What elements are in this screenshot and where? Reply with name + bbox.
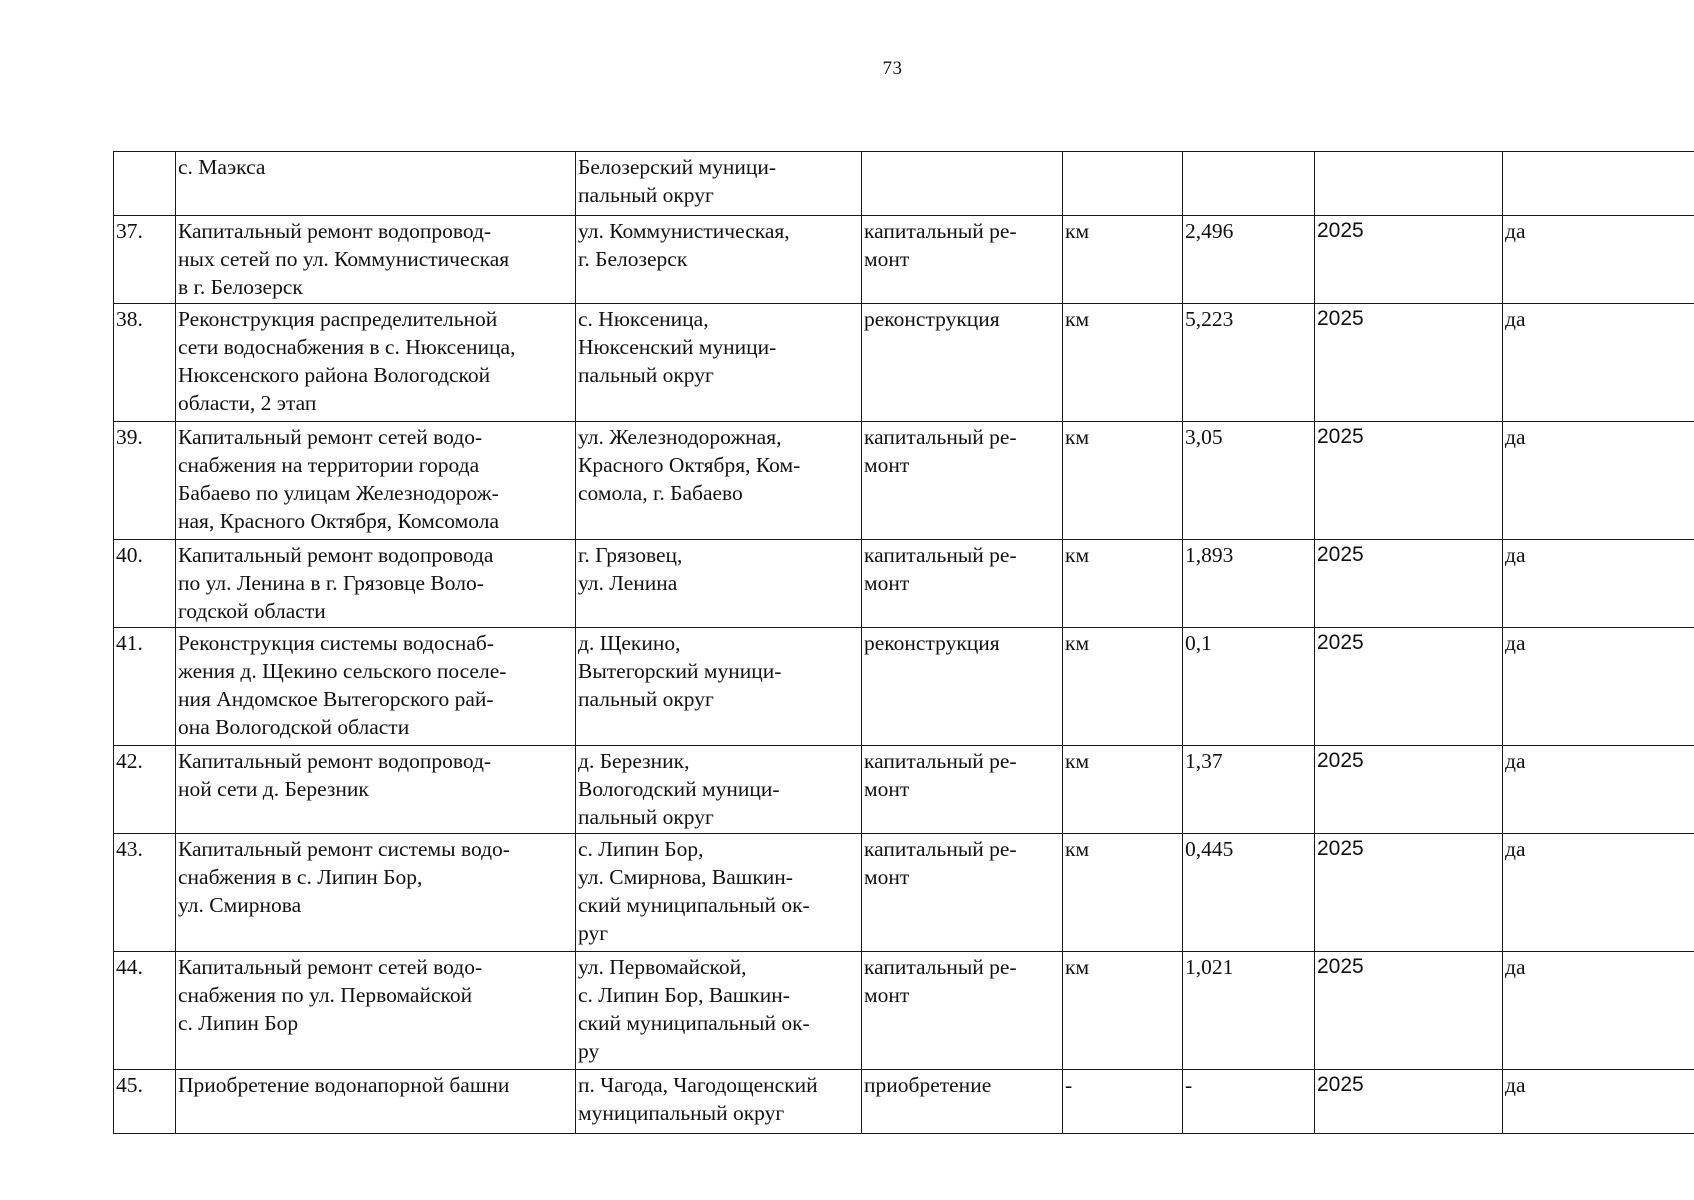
year-cell: 2025 bbox=[1315, 746, 1503, 834]
table-row bbox=[114, 152, 1694, 216]
location-cell-line: ру bbox=[578, 1039, 600, 1063]
location-cell bbox=[576, 304, 862, 422]
location-cell-line: пальный округ bbox=[578, 687, 714, 711]
location-cell bbox=[576, 422, 862, 540]
year-cell: 2025 bbox=[1315, 540, 1503, 628]
work-type-cell-line: монт bbox=[864, 865, 910, 889]
work-name-cell-line: с. Маэкса bbox=[178, 155, 266, 179]
work-name-cell-line: годской области bbox=[178, 599, 326, 623]
work-type-cell bbox=[862, 216, 1063, 304]
location-cell-line: Красного Октября, Ком- bbox=[578, 453, 801, 477]
works-table-body bbox=[114, 152, 1694, 1134]
location-cell bbox=[576, 834, 862, 952]
location-cell-line: г. Белозерск bbox=[578, 247, 688, 271]
work-type-cell bbox=[862, 422, 1063, 540]
location-cell-line: Нюксенский муници- bbox=[578, 335, 777, 359]
location-cell-line: ул. Ленина bbox=[578, 571, 678, 595]
row-number-cell: 42. bbox=[114, 746, 176, 834]
row-number-cell bbox=[114, 152, 176, 216]
work-name-cell-line: Капитальный ремонт сетей водо- bbox=[178, 425, 483, 449]
work-type-cell-line: монт bbox=[864, 983, 910, 1007]
unit-cell: - bbox=[1063, 1070, 1183, 1134]
unit-cell: км bbox=[1063, 216, 1183, 304]
work-type-cell bbox=[862, 304, 1063, 422]
year-cell: 2025 bbox=[1315, 216, 1503, 304]
year-cell: 2025 bbox=[1315, 952, 1503, 1070]
location-cell bbox=[576, 746, 862, 834]
work-type-cell-line: капитальный ре- bbox=[864, 543, 1017, 567]
unit-cell: км bbox=[1063, 952, 1183, 1070]
work-name-cell-line: по ул. Ленина в г. Грязовце Воло- bbox=[178, 571, 484, 595]
works-table bbox=[113, 151, 1694, 1134]
work-type-cell-line: монт bbox=[864, 571, 910, 595]
row-number-cell: 45. bbox=[114, 1070, 176, 1134]
work-name-cell bbox=[176, 628, 576, 746]
work-name-cell-line: ных сетей по ул. Коммунистическая bbox=[178, 247, 510, 271]
flag-cell: да bbox=[1503, 216, 1694, 304]
location-cell-line: руг bbox=[578, 921, 609, 945]
work-name-cell bbox=[176, 304, 576, 422]
location-cell-line: сомола, г. Бабаево bbox=[578, 481, 743, 505]
work-name-cell bbox=[176, 422, 576, 540]
work-name-cell-line: Нюксенского района Вологодской bbox=[178, 363, 491, 387]
year-cell bbox=[1315, 152, 1503, 216]
work-type-cell-line: капитальный ре- bbox=[864, 955, 1017, 979]
location-cell-line: Белозерский муници- bbox=[578, 155, 777, 179]
year-cell: 2025 bbox=[1315, 1070, 1503, 1134]
page-number: 73 bbox=[882, 58, 903, 79]
location-cell-line: ский муниципальный ок- bbox=[578, 893, 810, 917]
location-cell-line: п. Чагода, Чагодощенский bbox=[578, 1073, 818, 1097]
work-name-cell-line: Бабаево по улицам Железнодорож- bbox=[178, 481, 499, 505]
work-name-cell bbox=[176, 952, 576, 1070]
work-name-cell-line: области, 2 этап bbox=[178, 391, 317, 415]
location-cell-line: д. Щекино, bbox=[578, 631, 681, 655]
work-name-cell-line: ул. Смирнова bbox=[178, 893, 302, 917]
quantity-cell: - bbox=[1183, 1070, 1315, 1134]
row-number-cell: 39. bbox=[114, 422, 176, 540]
flag-cell: да bbox=[1503, 746, 1694, 834]
work-name-cell-line: снабжения на территории города bbox=[178, 453, 480, 477]
work-type-cell bbox=[862, 152, 1063, 216]
work-name-cell-line: Капитальный ремонт водопровод- bbox=[178, 749, 492, 773]
work-name-cell-line: ния Андомское Вытегорского рай- bbox=[178, 687, 494, 711]
unit-cell: км bbox=[1063, 834, 1183, 952]
flag-cell bbox=[1503, 152, 1694, 216]
work-type-cell bbox=[862, 1070, 1063, 1134]
work-type-cell-line: монт bbox=[864, 247, 910, 271]
flag-cell: да bbox=[1503, 834, 1694, 952]
work-name-cell bbox=[176, 746, 576, 834]
location-cell-line: ул. Коммунистическая, bbox=[578, 219, 790, 243]
work-type-cell bbox=[862, 540, 1063, 628]
quantity-cell: 0,445 bbox=[1183, 834, 1315, 952]
quantity-cell: 1,893 bbox=[1183, 540, 1315, 628]
work-type-cell bbox=[862, 746, 1063, 834]
flag-cell: да bbox=[1503, 304, 1694, 422]
quantity-cell bbox=[1183, 152, 1315, 216]
unit-cell: км bbox=[1063, 422, 1183, 540]
work-name-cell-line: Капитальный ремонт сетей водо- bbox=[178, 955, 483, 979]
work-name-cell-line: Капитальный ремонт водопровода bbox=[178, 543, 494, 567]
work-name-cell bbox=[176, 152, 576, 216]
row-number-cell: 38. bbox=[114, 304, 176, 422]
location-cell-line: ул. Смирнова, Вашкин- bbox=[578, 865, 793, 889]
year-cell: 2025 bbox=[1315, 422, 1503, 540]
table-row bbox=[114, 834, 1694, 952]
location-cell-line: с. Нюксеница, bbox=[578, 307, 709, 331]
work-name-cell bbox=[176, 834, 576, 952]
unit-cell: км bbox=[1063, 746, 1183, 834]
table-row bbox=[114, 1070, 1694, 1134]
table-row bbox=[114, 952, 1694, 1070]
table-row bbox=[114, 304, 1694, 422]
work-name-cell-line: снабжения в с. Липин Бор, bbox=[178, 865, 423, 889]
work-name-cell-line: Реконструкция системы водоснаб- bbox=[178, 631, 494, 655]
work-type-cell-line: монт bbox=[864, 453, 910, 477]
work-name-cell bbox=[176, 540, 576, 628]
location-cell-line: ул. Железнодорожная, bbox=[578, 425, 782, 449]
work-type-cell-line: приобретение bbox=[864, 1073, 992, 1097]
table-row bbox=[114, 628, 1694, 746]
location-cell bbox=[576, 628, 862, 746]
location-cell-line: пальный округ bbox=[578, 805, 714, 829]
work-name-cell-line: ная, Красного Октября, Комсомола bbox=[178, 509, 499, 533]
work-name-cell-line: сети водоснабжения в с. Нюксеница, bbox=[178, 335, 516, 359]
location-cell-line: Вологодский муници- bbox=[578, 777, 780, 801]
work-name-cell-line: жения д. Щекино сельского поселе- bbox=[178, 659, 507, 683]
work-name-cell-line: она Вологодской области bbox=[178, 715, 410, 739]
work-name-cell-line: ной сети д. Березник bbox=[178, 777, 369, 801]
location-cell-line: г. Грязовец, bbox=[578, 543, 683, 567]
location-cell-line: Вытегорский муници- bbox=[578, 659, 782, 683]
work-type-cell bbox=[862, 628, 1063, 746]
location-cell bbox=[576, 1070, 862, 1134]
work-name-cell-line: Приобретение водонапорной башни bbox=[178, 1073, 510, 1097]
unit-cell: км bbox=[1063, 628, 1183, 746]
flag-cell: да bbox=[1503, 952, 1694, 1070]
row-number-cell: 43. bbox=[114, 834, 176, 952]
work-type-cell-line: капитальный ре- bbox=[864, 219, 1017, 243]
table-row bbox=[114, 540, 1694, 628]
quantity-cell: 1,021 bbox=[1183, 952, 1315, 1070]
work-type-cell bbox=[862, 952, 1063, 1070]
quantity-cell: 1,37 bbox=[1183, 746, 1315, 834]
location-cell-line: пальный округ bbox=[578, 183, 714, 207]
work-name-cell-line: снабжения по ул. Первомайской bbox=[178, 983, 473, 1007]
work-type-cell-line: монт bbox=[864, 777, 910, 801]
work-type-cell bbox=[862, 834, 1063, 952]
flag-cell: да bbox=[1503, 540, 1694, 628]
unit-cell: км bbox=[1063, 540, 1183, 628]
row-number-cell: 44. bbox=[114, 952, 176, 1070]
location-cell bbox=[576, 152, 862, 216]
year-cell: 2025 bbox=[1315, 304, 1503, 422]
row-number-cell: 37. bbox=[114, 216, 176, 304]
location-cell-line: муниципальный округ bbox=[578, 1101, 785, 1125]
table-row bbox=[114, 746, 1694, 834]
location-cell bbox=[576, 540, 862, 628]
flag-cell: да bbox=[1503, 1070, 1694, 1134]
quantity-cell: 0,1 bbox=[1183, 628, 1315, 746]
work-type-cell-line: капитальный ре- bbox=[864, 425, 1017, 449]
quantity-cell: 5,223 bbox=[1183, 304, 1315, 422]
location-cell bbox=[576, 216, 862, 304]
unit-cell bbox=[1063, 152, 1183, 216]
work-name-cell bbox=[176, 216, 576, 304]
location-cell-line: ул. Первомайской, bbox=[578, 955, 747, 979]
location-cell-line: с. Липин Бор, Вашкин- bbox=[578, 983, 790, 1007]
work-type-cell-line: капитальный ре- bbox=[864, 837, 1017, 861]
flag-cell: да bbox=[1503, 628, 1694, 746]
location-cell-line: ский муниципальный ок- bbox=[578, 1011, 810, 1035]
work-type-cell-line: капитальный ре- bbox=[864, 749, 1017, 773]
work-name-cell-line: с. Липин Бор bbox=[178, 1011, 299, 1035]
location-cell-line: пальный округ bbox=[578, 363, 714, 387]
table-row bbox=[114, 422, 1694, 540]
year-cell: 2025 bbox=[1315, 628, 1503, 746]
work-name-cell-line: в г. Белозерск bbox=[178, 275, 303, 299]
work-name-cell-line: Капитальный ремонт водопровод- bbox=[178, 219, 492, 243]
year-cell: 2025 bbox=[1315, 834, 1503, 952]
location-cell-line: д. Березник, bbox=[578, 749, 690, 773]
quantity-cell: 2,496 bbox=[1183, 216, 1315, 304]
work-name-cell-line: Реконструкция распределительной bbox=[178, 307, 498, 331]
location-cell bbox=[576, 952, 862, 1070]
flag-cell: да bbox=[1503, 422, 1694, 540]
location-cell-line: с. Липин Бор, bbox=[578, 837, 704, 861]
work-type-cell-line: реконструкция bbox=[864, 307, 1000, 331]
quantity-cell: 3,05 bbox=[1183, 422, 1315, 540]
row-number-cell: 41. bbox=[114, 628, 176, 746]
table-row bbox=[114, 216, 1694, 304]
work-type-cell-line: реконструкция bbox=[864, 631, 1000, 655]
row-number-cell: 40. bbox=[114, 540, 176, 628]
work-name-cell bbox=[176, 1070, 576, 1134]
unit-cell: км bbox=[1063, 304, 1183, 422]
work-name-cell-line: Капитальный ремонт системы водо- bbox=[178, 837, 510, 861]
